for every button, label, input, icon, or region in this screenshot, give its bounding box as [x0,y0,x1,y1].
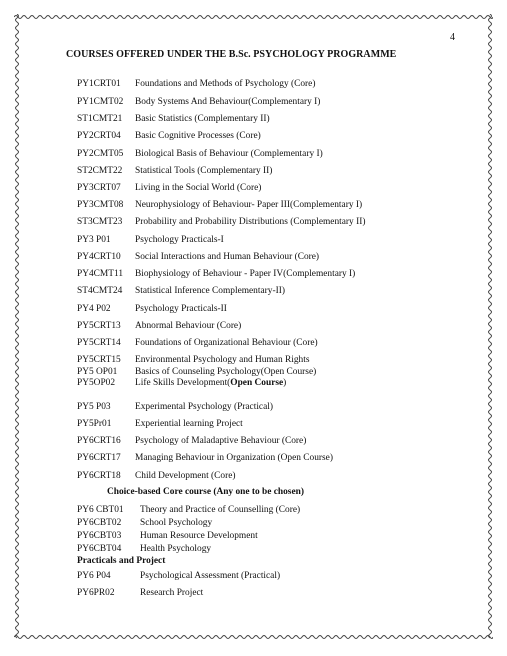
course-title-text: Psychology Practicals-II [135,304,227,314]
course-row [77,517,212,529]
course-title-text: Psychological Assessment (Practical) [140,571,281,581]
course-code: PY6 P04 [77,571,111,581]
course-title [135,377,286,389]
course-row [77,78,315,90]
course-title-text: Basics of Counseling Psychology(Open Course) [135,367,317,377]
page-border-bottom [14,634,493,640]
course-title-emphasis: Open Course [230,378,284,388]
course-title [135,251,319,263]
course-code: PY6CBT03 [77,531,122,541]
course-title [135,303,227,315]
course-title-text: Psychology Practicals-I [135,235,224,245]
course-title [135,96,320,108]
course-code: ST3CMT23 [77,217,123,227]
course-code: PY4CMT11 [77,269,124,279]
course-title [135,113,270,125]
course-code: PY2CMT05 [77,149,124,159]
course-code: PY6CBT02 [77,518,122,528]
course-title [135,470,236,482]
course-title [140,570,280,582]
course-title [135,78,315,90]
course-title [135,165,272,177]
course-title-text: Neurophysiology of Behaviour- Paper III(Complementary I) [135,200,363,210]
course-code: PY5CRT14 [77,338,121,348]
course-row [77,435,306,447]
course-code: PY4 P02 [77,304,111,314]
course-title [140,530,258,542]
course-title [135,216,365,228]
course-code: PY1CRT01 [77,79,121,89]
course-title-text: Biological Basis of Behaviour (Complementary I) [135,149,323,159]
course-row [77,130,261,142]
course-row [77,401,273,413]
course-title-text: Experimental Psychology (Practical) [135,402,273,412]
course-title-text: Health Psychology [140,544,212,554]
course-title [135,401,273,413]
course-code: PY6CBT04 [77,544,122,554]
course-title-text: Experiential learning Project [135,419,243,429]
course-row [77,354,309,366]
course-title [135,234,224,246]
course-title-text: Body Systems And Behaviour(Complementary I) [135,97,321,107]
course-title-text: School Psychology [140,518,213,528]
course-title-text: Research Project [140,588,204,598]
course-row [77,234,224,246]
course-row [77,182,261,194]
choice-section-heading: Choice-based Core course (Any one to be chosen) [107,487,304,497]
course-code: PY6CRT16 [77,436,121,446]
page-number: 4 [450,32,455,43]
course-title-text: Basic Statistics (Complementary II) [135,114,270,124]
course-title [135,285,285,297]
course-code: PY3CMT08 [77,200,124,210]
course-row [77,96,320,108]
course-title-text: Human Resource Development [140,531,258,541]
course-title-text: Foundations of Organizational Behaviour (Core) [135,338,318,348]
course-code: ST2CMT22 [77,166,123,176]
course-title [135,130,261,142]
course-row [77,165,272,177]
course-title [135,182,261,194]
course-title-text: Life Skills Development( [135,378,231,388]
course-title [140,543,211,555]
course-row [77,320,241,332]
course-title-text: Statistical Tools (Complementary II) [135,166,273,176]
course-title [135,354,309,366]
course-row [77,148,323,160]
course-code: PY3 P01 [77,235,111,245]
page-border-right [487,14,493,640]
course-code: PY5CRT15 [77,355,121,365]
course-row [77,251,319,263]
course-title [135,452,333,464]
course-code: ST4CMT24 [77,286,123,296]
course-title-end: ) [283,378,287,388]
course-row [77,199,362,211]
course-code: PY6 CBT01 [77,505,124,515]
course-row [77,452,333,464]
course-code: PY6CRT18 [77,471,121,481]
course-code: PY3CRT07 [77,183,121,193]
page-border-left [14,14,20,640]
course-row [77,470,236,482]
course-code: PY5 P03 [77,402,111,412]
course-row [77,587,203,599]
course-title [140,504,300,516]
course-row [77,543,211,555]
course-title [135,337,318,349]
page-title: COURSES OFFERED UNDER THE B.Sc. PSYCHOLOGY PROGRAMME [66,49,397,60]
course-code: PY1CMT02 [77,97,124,107]
course-title [135,199,362,211]
course-title-text: Child Development (Core) [135,471,236,481]
course-code: PY5Pr01 [77,419,112,429]
course-row [77,285,285,297]
course-title [140,517,212,529]
course-code: PY2CRT04 [77,131,121,141]
course-title-text: Biophysiology of Behaviour - Paper IV(Complementary I) [135,269,356,279]
course-code: PY6CRT17 [77,453,121,463]
course-row [77,268,355,280]
course-code: PY5CRT13 [77,321,121,331]
course-code: PY5 OP01 [77,367,118,377]
course-title-text: Basic Cognitive Processes (Core) [135,131,261,141]
course-title-text: Statistical Inference Complementary-II) [135,286,285,296]
course-code: PY4CRT10 [77,252,121,262]
course-title-text: Living in the Social World (Core) [135,183,262,193]
course-row [77,303,227,315]
course-code: PY6PR02 [77,588,115,598]
course-code: PY5OP02 [77,378,116,388]
course-code: ST1CMT21 [77,114,123,124]
course-title [135,418,243,430]
course-title-text: Environmental Psychology and Human Rights [135,355,310,365]
course-title-text: Managing Behaviour in Organization (Open Course) [135,453,333,463]
course-row [77,216,365,228]
course-title [135,435,306,447]
course-row [77,337,318,349]
course-title [140,587,203,599]
course-row [77,504,300,516]
course-title [135,148,323,160]
course-title-text: Abnormal Behaviour (Core) [135,321,242,331]
course-title [135,268,355,280]
course-row [77,113,270,125]
course-title-text: Social Interactions and Human Behaviour (Core) [135,252,320,262]
course-title-text: Theory and Practice of Counselling (Core) [140,505,301,515]
course-title-text: Foundations and Methods of Psychology (Core) [135,79,316,89]
course-row [77,530,258,542]
course-title [135,320,241,332]
course-title-text: Psychology of Maladaptive Behaviour (Core) [135,436,307,446]
course-title-text: Probability and Probability Distributions (Complementary II) [135,217,366,227]
practicals-section-heading: Practicals and Project [77,556,166,566]
course-row [77,418,243,430]
page-border-top [14,14,493,20]
course-row [77,570,280,582]
course-row [77,377,286,389]
